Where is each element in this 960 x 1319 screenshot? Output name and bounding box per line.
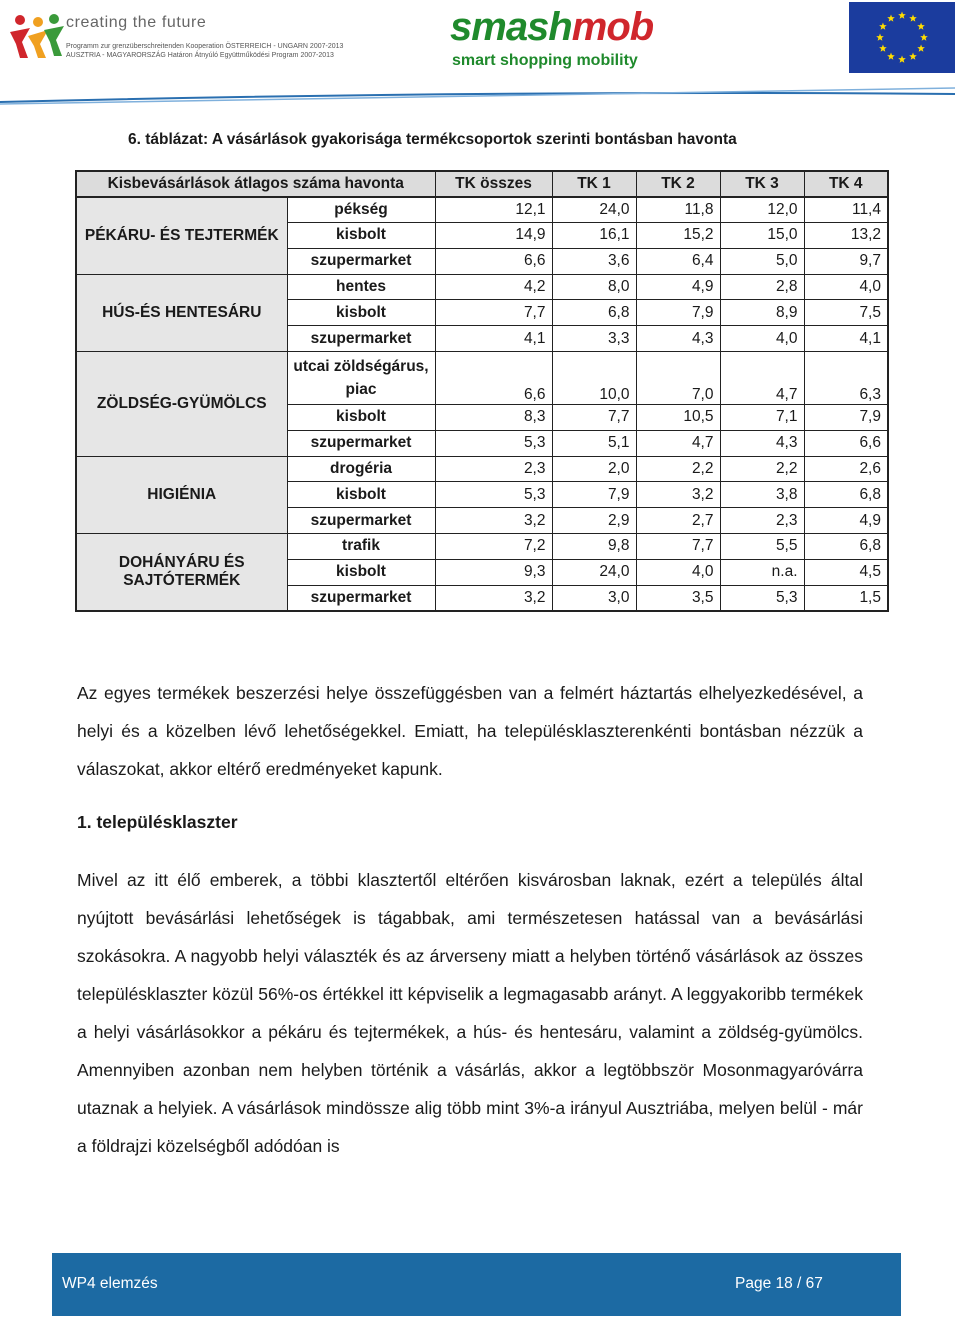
value-cell: 5,3 xyxy=(435,482,552,508)
store-type-cell: hentes xyxy=(287,274,435,300)
group-label: ZÖLDSÉG-GYÜMÖLCS xyxy=(76,352,287,457)
ctf-subtitle-line1: Programm zur grenzüberschreitenden Kooperation ÖSTERREICH - UNGARN 2007-2013 xyxy=(66,43,344,50)
value-cell: 4,7 xyxy=(720,352,804,405)
eu-star-icon xyxy=(898,12,906,19)
store-type-cell: szupermarket xyxy=(287,248,435,274)
smashmob-wordmark-green: smash xyxy=(450,5,572,49)
value-cell: 6,8 xyxy=(804,534,888,560)
value-cell: 15,2 xyxy=(636,223,720,249)
value-cell: 2,2 xyxy=(720,456,804,482)
people-figures-icon xyxy=(8,12,64,62)
footer-doc-title: WP4 elemzés xyxy=(62,1275,158,1292)
value-cell: 3,8 xyxy=(720,482,804,508)
value-cell: 4,9 xyxy=(636,274,720,300)
eu-star-icon xyxy=(909,14,917,21)
value-cell: 3,2 xyxy=(435,585,552,611)
value-cell: 9,8 xyxy=(552,534,636,560)
value-cell: 7,1 xyxy=(720,405,804,431)
value-cell: 6,6 xyxy=(804,430,888,456)
value-cell: 6,4 xyxy=(636,248,720,274)
store-type-cell: drogéria xyxy=(287,456,435,482)
header-cell-tk3: TK 3 xyxy=(720,171,804,197)
value-cell: 8,3 xyxy=(435,405,552,431)
eu-star-icon xyxy=(876,34,884,41)
smashmob-wordmark-red: mob xyxy=(571,5,654,49)
value-cell: 7,5 xyxy=(804,300,888,326)
value-cell: 14,9 xyxy=(435,223,552,249)
value-cell: 7,2 xyxy=(435,534,552,560)
value-cell: 7,7 xyxy=(435,300,552,326)
value-cell: 6,8 xyxy=(552,300,636,326)
store-type-cell: kisbolt xyxy=(287,482,435,508)
table-row xyxy=(76,352,888,405)
value-cell: n.a. xyxy=(720,559,804,585)
eu-stars xyxy=(849,2,955,73)
value-cell: 24,0 xyxy=(552,559,636,585)
header-cell-tk4: TK 4 xyxy=(804,171,888,197)
store-type-cell: trafik xyxy=(287,534,435,560)
store-type-cell: pékség xyxy=(287,197,435,223)
store-type-cell: szupermarket xyxy=(287,430,435,456)
value-cell: 5,5 xyxy=(720,534,804,560)
footer-page-number: Page 18 / 67 xyxy=(735,1275,823,1292)
value-cell: 4,0 xyxy=(720,326,804,352)
value-cell: 1,5 xyxy=(804,585,888,611)
value-cell: 12,1 xyxy=(435,197,552,223)
ctf-subtitle-line2: AUSZTRIA - MAGYARORSZÁG Határon Átnyúló Együttműködési Program 2007-2013 xyxy=(66,52,334,59)
value-cell: 2,9 xyxy=(552,508,636,534)
value-cell: 24,0 xyxy=(552,197,636,223)
value-cell: 7,9 xyxy=(552,482,636,508)
value-cell: 10,0 xyxy=(552,352,636,405)
eu-star-icon xyxy=(917,23,925,30)
smashmob-wordmark xyxy=(450,4,653,50)
header-cell-tk-osszes: TK összes xyxy=(435,171,552,197)
value-cell: 9,7 xyxy=(804,248,888,274)
store-type-cell: szupermarket xyxy=(287,585,435,611)
value-cell: 6,6 xyxy=(435,248,552,274)
table-row xyxy=(76,274,888,300)
value-cell: 4,3 xyxy=(636,326,720,352)
value-cell: 7,9 xyxy=(636,300,720,326)
value-cell: 7,7 xyxy=(552,405,636,431)
group-label: DOHÁNYÁRU ÉS SAJTÓTERMÉK xyxy=(76,534,287,611)
value-cell: 4,7 xyxy=(636,430,720,456)
value-cell: 11,4 xyxy=(804,197,888,223)
group-label: PÉKÁRU- ÉS TEJTERMÉK xyxy=(76,197,287,274)
value-cell: 4,9 xyxy=(804,508,888,534)
purchase-frequency-table xyxy=(75,170,889,612)
value-cell: 3,3 xyxy=(552,326,636,352)
eu-star-icon xyxy=(909,53,917,60)
store-type-cell: szupermarket xyxy=(287,326,435,352)
table-header-row xyxy=(76,171,888,197)
value-cell: 5,3 xyxy=(435,430,552,456)
header-swoosh-divider xyxy=(0,80,960,110)
value-cell: 8,9 xyxy=(720,300,804,326)
store-type-cell: kisbolt xyxy=(287,300,435,326)
eu-star-icon xyxy=(898,56,906,63)
value-cell: 2,6 xyxy=(804,456,888,482)
value-cell: 16,1 xyxy=(552,223,636,249)
value-cell: 11,8 xyxy=(636,197,720,223)
header-cell-tk1: TK 1 xyxy=(552,171,636,197)
value-cell: 12,0 xyxy=(720,197,804,223)
value-cell: 13,2 xyxy=(804,223,888,249)
store-type-cell: szupermarket xyxy=(287,508,435,534)
value-cell: 2,0 xyxy=(552,456,636,482)
creating-the-future-logo xyxy=(8,12,344,64)
value-cell: 7,9 xyxy=(804,405,888,431)
eu-star-icon xyxy=(917,45,925,52)
value-cell: 5,0 xyxy=(720,248,804,274)
header-cell-label: Kisbevásárlások átlagos száma havonta xyxy=(76,171,435,197)
value-cell: 4,2 xyxy=(435,274,552,300)
value-cell: 9,3 xyxy=(435,559,552,585)
table-row xyxy=(76,534,888,560)
value-cell: 4,5 xyxy=(804,559,888,585)
eu-star-icon xyxy=(887,53,895,60)
page-header xyxy=(0,0,960,110)
group-label: HÚS-ÉS HENTESÁRU xyxy=(76,274,287,351)
value-cell: 2,2 xyxy=(636,456,720,482)
table-row xyxy=(76,456,888,482)
value-cell: 4,1 xyxy=(804,326,888,352)
group-label: HIGIÉNIA xyxy=(76,456,287,533)
paragraph-intro: Az egyes termékek beszerzési helye összefüggésben van a felmért háztartás elhelyezkedésével, a helyi és a közelben lévő lehetőségekkel. Emiatt, ha településklaszterenkénti bontásban nézzük a válaszokat, akkor eltérő eredményeket kapunk. xyxy=(77,683,863,779)
store-type-cell: utcai zöldségárus, piac xyxy=(287,352,435,405)
value-cell: 7,7 xyxy=(636,534,720,560)
ctf-title: creating the future xyxy=(66,14,207,31)
value-cell: 2,7 xyxy=(636,508,720,534)
eu-star-icon xyxy=(879,45,887,52)
value-cell: 2,3 xyxy=(435,456,552,482)
section-heading: 1. településklaszter xyxy=(77,812,238,832)
value-cell: 6,6 xyxy=(435,352,552,405)
eu-star-icon xyxy=(879,23,887,30)
value-cell: 2,3 xyxy=(720,508,804,534)
value-cell: 3,5 xyxy=(636,585,720,611)
value-cell: 15,0 xyxy=(720,223,804,249)
value-cell: 4,1 xyxy=(435,326,552,352)
eu-star-icon xyxy=(887,14,895,21)
paragraph-cluster1: Mivel az itt élő emberek, a többi klasztertől eltérően kisvárosban laknak, ezért a település által nyújtott bevásárlási lehetőségek is tágabbak, ami természetesen hatással van a bevásárlási szokásokra. A nagyobb helyi választék és az árverseny miatt a helyben történő vásárlások az összes településklaszter közül 56%-os értékkel itt képviselik a legmagasabb arányt. A leggyakoribb termékek a helyi vásárlásokkor a pékáru és tejtermékek, a hús- és hentesáru, valamint a zöldség-gyümölcs. Amennyiben azonban nem helyben történik a vásárlás, akkor a legtöbbször Mosonmagyaróvárra utaznak a helyiek. A vásárlások mindössze alig több mint 3%-a irányul Ausztriába, melyen belül - már a földrajzi közelségből adódóan is xyxy=(77,870,863,1156)
value-cell: 4,0 xyxy=(636,559,720,585)
table-caption: 6. táblázat: A vásárlások gyakorisága termékcsoportok szerinti bontásban havonta xyxy=(128,131,737,148)
header-cell-tk2: TK 2 xyxy=(636,171,720,197)
smashmob-tagline: smart shopping mobility xyxy=(452,52,638,69)
page-footer xyxy=(52,1253,901,1316)
value-cell: 3,6 xyxy=(552,248,636,274)
value-cell: 5,3 xyxy=(720,585,804,611)
eu-star-icon xyxy=(920,34,928,41)
value-cell: 5,1 xyxy=(552,430,636,456)
smashmob-logo xyxy=(446,4,676,74)
ctf-subtitle xyxy=(66,42,343,60)
store-type-cell: kisbolt xyxy=(287,223,435,249)
value-cell: 2,8 xyxy=(720,274,804,300)
table-row xyxy=(76,197,888,223)
store-type-cell: kisbolt xyxy=(287,405,435,431)
value-cell: 6,8 xyxy=(804,482,888,508)
value-cell: 6,3 xyxy=(804,352,888,405)
value-cell: 3,2 xyxy=(636,482,720,508)
value-cell: 3,0 xyxy=(552,585,636,611)
store-type-cell: kisbolt xyxy=(287,559,435,585)
value-cell: 8,0 xyxy=(552,274,636,300)
value-cell: 4,3 xyxy=(720,430,804,456)
value-cell: 7,0 xyxy=(636,352,720,405)
value-cell: 4,0 xyxy=(804,274,888,300)
eu-flag-icon xyxy=(849,2,955,73)
value-cell: 3,2 xyxy=(435,508,552,534)
table-body xyxy=(76,197,888,611)
value-cell: 10,5 xyxy=(636,405,720,431)
